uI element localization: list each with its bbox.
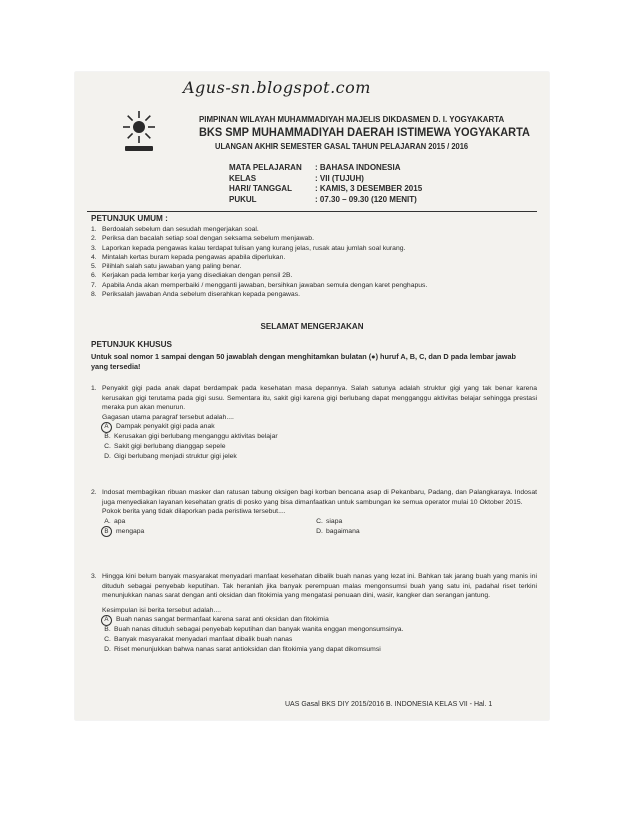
info-value: : 07.30 – 09.30 (120 MENIT) — [315, 194, 417, 204]
list-item — [91, 271, 427, 280]
petunjuk-khusus-text: Untuk soal nomor 1 sampai dengan 50 jawablah dengan menghitamkan bulatan (●) huruf A, B, C, dan D pada lembar jawab yang tersedia! — [91, 352, 516, 371]
header-line-1: PIMPINAN WILAYAH MUHAMMADIYAH MAJELIS DIKDASMEN D. I. YOGYAKARTA — [199, 114, 505, 124]
option-text: Gigi berlubang menjadi struktur gigi jelek — [114, 452, 237, 460]
option-letter-circled: A — [101, 422, 112, 433]
exam-info — [229, 163, 422, 205]
list-text: Laporkan kepada pengawas kalau terdapat tulisan yang kurang jelas, rusak atau jumlah soal kurang. — [102, 244, 406, 252]
list-item — [91, 225, 427, 234]
petunjuk-umum-list — [91, 225, 427, 299]
option-text: Riset menunjukkan bahwa nanas sarat antioksidan dan fitokimia yang dapat dikomsumsi — [114, 645, 381, 653]
muhammadiyah-logo-icon — [119, 110, 159, 154]
exam-paper — [75, 72, 549, 720]
question-stem: Kesimpulan isi berita tersebut adalah.... — [102, 606, 222, 614]
option-letter: C. — [104, 443, 111, 451]
page-footer: UAS Gasal BKS DIY 2015/2016 B. INDONESIA KELAS VII - Hal. 1 — [285, 701, 493, 708]
list-text: Periksalah jawaban Anda sebelum diserahkan kepada pengawas. — [102, 291, 300, 299]
list-text: Berdoalah sebelum dan sesudah mengerjakan soal. — [102, 226, 259, 233]
list-text: Apabila Anda akan memperbaiki / mengganti jawaban, bersihkan jawaban semula dengan karet penghapus. — [102, 281, 428, 289]
info-label: MATA PELAJARAN — [229, 163, 302, 172]
option-text: Buah nanas dituduh sebagai penyebab keputihan dan banyak wanita enggan mengonsumsinya. — [114, 626, 404, 634]
option-b[interactable] — [101, 527, 303, 537]
list-number: 2. — [91, 235, 97, 243]
list-number: 5. — [91, 263, 97, 271]
info-value: : VII (TUJUH) — [315, 173, 364, 183]
option-text: Dampak penyakit gigi pada anak — [116, 423, 215, 431]
option-letter: B. — [104, 433, 111, 441]
option-d[interactable] — [101, 645, 537, 655]
info-row — [229, 195, 422, 206]
option-letter-circled: B — [101, 526, 112, 537]
option-d[interactable] — [313, 527, 515, 537]
info-value: : KAMIS, 3 DESEMBER 2015 — [315, 184, 423, 193]
option-letter: C. — [316, 517, 323, 525]
selamat-mengerjakan: SELAMAT MENGERJAKAN — [260, 322, 364, 331]
question-1 — [91, 384, 537, 462]
option-a[interactable] — [101, 517, 303, 527]
list-number: 7. — [91, 281, 97, 289]
info-row — [229, 184, 422, 195]
info-row — [229, 174, 422, 185]
list-item — [91, 244, 427, 253]
list-text: Periksa dan bacalah setiap soal dengan seksama sebelum menjawab. — [102, 235, 314, 243]
petunjuk-umum-title: PETUNJUK UMUM : — [91, 214, 168, 223]
option-a[interactable] — [101, 422, 537, 432]
question-number: 1. — [91, 385, 97, 392]
question-number: 2. — [91, 489, 97, 496]
list-item — [91, 281, 427, 290]
info-label: PUKUL — [229, 194, 257, 204]
list-text: Mintalah kertas buram kepada pengawas apabila diperlukan. — [102, 253, 286, 261]
question-stem: Gagasan utama paragraf tersebut adalah.... — [102, 413, 234, 421]
header-divider — [87, 211, 537, 212]
option-b[interactable] — [101, 432, 537, 442]
option-letter: D. — [104, 645, 111, 653]
option-letter: B. — [104, 626, 111, 634]
list-number: 8. — [91, 291, 97, 299]
option-text: bagaimana — [326, 527, 360, 535]
option-letter: A. — [104, 517, 111, 525]
option-a[interactable] — [101, 615, 537, 625]
option-letter-circled: A — [101, 615, 112, 626]
option-b[interactable] — [101, 625, 537, 635]
option-text: siapa — [326, 517, 343, 525]
option-text: Buah nanas sangat bermanfaat karena sarat anti oksidan dan fitokimia — [116, 616, 329, 624]
option-letter: C. — [104, 636, 111, 644]
question-number: 3. — [91, 573, 97, 580]
question-text: Hingga kini belum banyak masyarakat menyadari manfaat kesehatan dibalik buah nanas yang lezat ini. Bahkan tak jarang buah yang manis ini dituduh sebagai penyebab keputihan. Tak heranlah jika banyak perempuan malas mengonsumsi buah yang satu ini, padahal riset terkini menunjukkan nanas sarat dengan anti oksidan dan fitokimia yang mengatasi penuaan dini, wasir, kangker dan serangan jantung. — [102, 573, 537, 600]
list-number: 4. — [91, 253, 97, 261]
info-row — [229, 163, 422, 174]
question-stem: Pokok berita yang tidak dilaporkan pada peristiwa tersebut.... — [102, 508, 286, 516]
list-text: Kerjakan pada lembar kerja yang disediakan dengan pensil 2B. — [102, 272, 293, 280]
option-d[interactable] — [101, 452, 537, 462]
list-text: Pilihlah salah satu jawaban yang paling benar. — [102, 263, 242, 271]
list-number: 3. — [91, 244, 97, 252]
option-text: Kerusakan gigi berlubang menganggu aktivitas belajar — [114, 433, 278, 441]
option-text: apa — [114, 517, 126, 525]
option-c[interactable] — [101, 635, 537, 645]
option-text: mengapa — [116, 527, 145, 535]
info-label: HARI/ TANGGAL — [229, 184, 292, 193]
option-c[interactable] — [313, 517, 515, 527]
option-c[interactable] — [101, 442, 537, 452]
list-item — [91, 262, 427, 271]
info-value: : BAHASA INDONESIA — [315, 163, 401, 172]
list-item — [91, 253, 427, 262]
handwritten-url: Agus-sn.blogspot.com — [183, 78, 371, 97]
option-text: Banyak masyarakat menyadari manfaat dibalik buah nanas — [114, 636, 293, 644]
option-letter: D. — [316, 527, 323, 535]
list-item — [91, 290, 427, 299]
header-line-3: ULANGAN AKHIR SEMESTER GASAL TAHUN PELAJARAN 2015 / 2016 — [215, 142, 469, 151]
info-label: KELAS — [229, 173, 257, 183]
list-number: 6. — [91, 272, 97, 280]
option-text: Sakit gigi berlubang dianggap sepele — [114, 443, 226, 451]
question-2 — [91, 488, 537, 536]
list-item — [91, 234, 427, 243]
question-text: Indosat membagikan ribuan masker dan ratusan tabung oksigen bagi korban bencana asap di Pekanbaru, Padang, dan Palangkaraya. Indosat juga menyediakan layanan kesehatan gratis di posko yang bisa dimanfaatkan untuk sambungan ke semua operator mulai 10 Oktober 2015. — [102, 489, 537, 506]
question-text: Penyakit gigi pada anak dapat berdampak pada kesehatan masa depannya. Salah satunya adalah struktur gigi yang tak benar karena kerusakan gigi terutama pada gigi susu. Sementara itu, sakit gigi karena gigi berlubang dapat mengganggu aktivitas belajar sehingga prestasi meraka pun akan menurun. — [102, 385, 537, 412]
header-line-2: BKS SMP MUHAMMADIYAH DAERAH ISTIMEWA YOGYAKARTA — [199, 125, 530, 139]
petunjuk-khusus-title: PETUNJUK KHUSUS — [91, 340, 172, 349]
option-letter: D. — [104, 452, 111, 460]
question-3 — [91, 572, 537, 655]
list-number: 1. — [91, 226, 97, 233]
